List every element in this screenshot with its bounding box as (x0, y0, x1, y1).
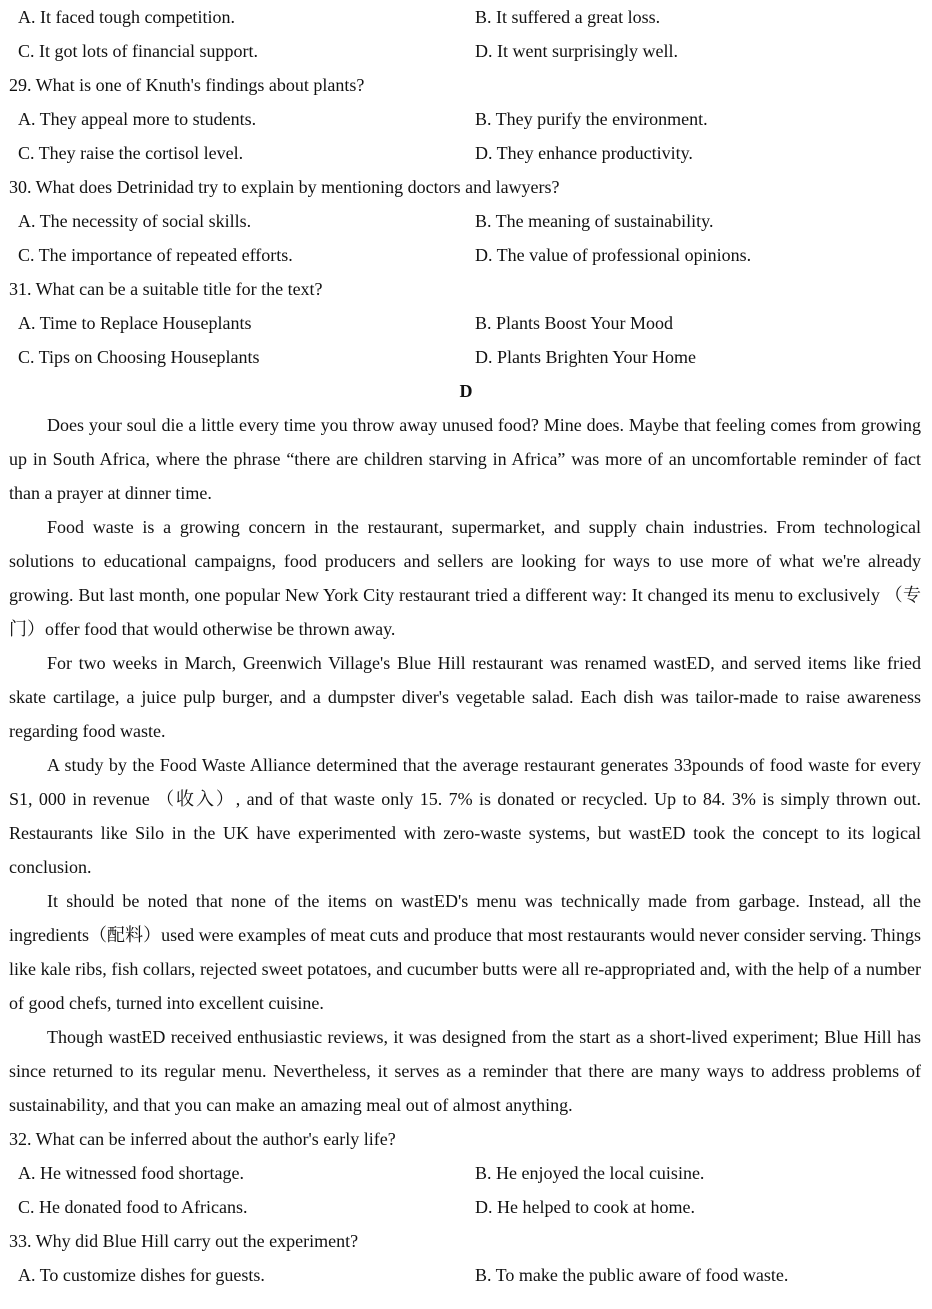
q31-option-a: A. Time to Replace Houseplants (18, 313, 252, 333)
q31-option-b: B. Plants Boost Your Mood (475, 313, 674, 333)
q31-option-c: C. Tips on Choosing Houseplants (18, 347, 260, 367)
passage-paragraph-1: Does your soul die a little every time you throw away unused food? Mine does. Maybe that feeling comes from growing up in South Africa, where the phrase “there are children starving in Africa” was more of an uncomfortable reminder of fact than a prayer at dinner time. (9, 415, 921, 503)
q28-options-row-2 (9, 34, 922, 68)
q29-option-c: C. They raise the cortisol level. (18, 143, 244, 163)
passage-paragraph-5: It should be noted that none of the items on wastED's menu was technically made from garbage. Instead, all the ingredients（配料）used were examples of meat cuts and produce that most restaurants would never consider serving. Things like kale ribs, fish collars, rejected sweet potatoes, and cucumber butts were all re-appropriated and, with the help of a number of good chefs, turned into excellent cuisine. (9, 891, 921, 1013)
q31-option-d: D. Plants Brighten Your Home (475, 347, 697, 367)
q33-options-row-1 (9, 1258, 922, 1292)
q33-stem: 33. Why did Blue Hill carry out the experiment? (9, 1231, 359, 1251)
section-title: D (459, 381, 473, 401)
q29-options-row-2 (9, 136, 922, 170)
q33-option-a: A. To customize dishes for guests. (18, 1265, 265, 1285)
q31-options-row-2 (9, 340, 922, 374)
q29-option-b: B. They purify the environment. (475, 109, 708, 129)
q28-option-a: A. It faced tough competition. (18, 7, 235, 27)
q29-option-d: D. They enhance productivity. (475, 143, 693, 163)
q28-option-c: C. It got lots of financial support. (18, 41, 258, 61)
q30-options-row-1 (9, 204, 922, 238)
q32-stem: 32. What can be inferred about the author's early life? (9, 1129, 396, 1149)
q28-option-d: D. It went surprisingly well. (475, 41, 678, 61)
q31-options-row-1 (9, 306, 922, 340)
q30-stem: 30. What does Detrinidad try to explain by mentioning doctors and lawyers? (9, 177, 560, 197)
q32-option-d: D. He helped to cook at home. (475, 1197, 695, 1217)
q32-option-a: A. He witnessed food shortage. (18, 1163, 244, 1183)
q30-option-b: B. The meaning of sustainability. (475, 211, 714, 231)
passage-paragraph-3: For two weeks in March, Greenwich Village's Blue Hill restaurant was renamed wastED, and served items like fried skate cartilage, a juice pulp burger, and a dumpster diver's vegetable salad. Each dish was tailor-made to raise awareness regarding food waste. (9, 653, 921, 741)
q32-option-c: C. He donated food to Africans. (18, 1197, 248, 1217)
q30-options-row-2 (9, 238, 922, 272)
q32-options-row-1 (9, 1156, 922, 1190)
q32-options-row-2 (9, 1190, 922, 1224)
q33-option-b: B. To make the public aware of food waste. (475, 1265, 789, 1285)
q30-option-c: C. The importance of repeated efforts. (18, 245, 293, 265)
q30-option-a: A. The necessity of social skills. (18, 211, 252, 231)
q31-stem: 31. What can be a suitable title for the text? (9, 279, 323, 299)
q29-options-row-1 (9, 102, 922, 136)
q28-options-row-1 (9, 0, 922, 34)
q28-option-b: B. It suffered a great loss. (475, 7, 661, 27)
passage-paragraph-2: Food waste is a growing concern in the restaurant, supermarket, and supply chain industries. From technological solutions to educational campaigns, food producers and sellers are looking for ways to use more of what we're already growing. But last month, one popular New York City restaurant tried a different way: It changed its menu to exclusively （专门）offer food that would otherwise be thrown away. (9, 517, 921, 639)
q32-option-b: B. He enjoyed the local cuisine. (475, 1163, 705, 1183)
q29-stem: 29. What is one of Knuth's findings about plants? (9, 75, 365, 95)
passage-paragraph-6: Though wastED received enthusiastic reviews, it was designed from the start as a short-lived experiment; Blue Hill has since returned to its regular menu. Nevertheless, it serves as a reminder that there are many ways to address problems of sustainability, and that you can make an amazing meal out of almost anything. (9, 1027, 921, 1115)
q29-option-a: A. They appeal more to students. (18, 109, 257, 129)
passage-paragraph-4: A study by the Food Waste Alliance determined that the average restaurant generates 33pounds of food waste for every S1, 000 in revenue （收入）, and of that waste only 15. 7% is donated or recycled. Up to 84. 3% is simply thrown out. Restaurants like Silo in the UK have experimented with zero-waste systems, but wastED took the concept to its logical conclusion. (9, 755, 921, 877)
q30-option-d: D. The value of professional opinions. (475, 245, 752, 265)
